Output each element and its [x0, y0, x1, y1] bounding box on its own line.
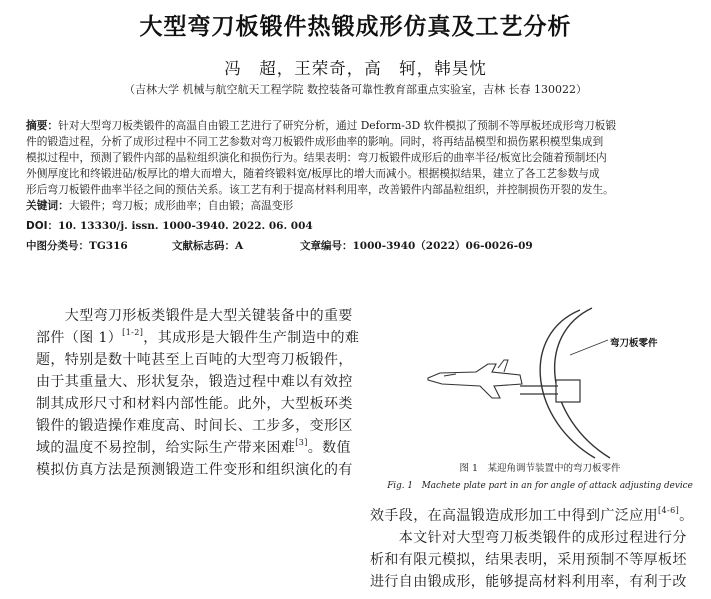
figure-caption-cn: 图 1 某迎角调节装置中的弯刀板零件 [459, 463, 621, 474]
doi-label: DOI： [26, 220, 59, 232]
body-left-line-6: 锻件的锻造操作难度高、时间长、工步多，变形区 [36, 418, 353, 434]
body-left-line-4: 由于其重量大、形状复杂，锻造过程中难以有效控 [36, 374, 353, 390]
body-right-line-4: 进行自由锻成形，能够提高材料利用率，有利于改 [370, 574, 687, 590]
doi[interactable]: 10. 13330/j. issn. 1000-3940. 2022. 06. 004 [58, 220, 313, 232]
abstract-line-3: 模拟过程中，预测了锻件内部的晶粒组织演化和损伤行为。结果表明：弯刀板锻件成形后的曲率半径/板宽比会随着预制坯内 [26, 151, 607, 164]
body-right-line-3: 析和有限元模拟，结果表明，采用预制不等厚板坯 [370, 552, 687, 568]
figure-caption-en: Fig. 1 Machete plate part in an for angle of attack adjusting device [387, 481, 693, 491]
article-no-label: 文章编号： [300, 240, 353, 252]
clc-label: 中图分类号： [26, 240, 89, 252]
body-left-line-7 [36, 438, 351, 458]
body-right-line-2: 本文针对大型弯刀板类锻件的成形过程进行分 [370, 530, 687, 546]
fixture-block [556, 380, 580, 402]
body-left-line-1: 大型弯刀形板类锻件是大型关键装备中的重要 [36, 308, 353, 324]
clc: TG316 [89, 240, 128, 252]
body-text: 部件（图 1） [36, 330, 123, 346]
body-text: ，其成形是大锻件生产制造中的难 [143, 330, 360, 346]
article-no: 1000-3940（2022）06-0026-09 [352, 240, 533, 252]
body-left-line-2 [36, 328, 359, 348]
abstract-label: 摘要： [26, 119, 59, 132]
doi-line [26, 218, 313, 233]
doc-code-label: 文献标志码： [172, 240, 235, 252]
citation-1-2[interactable]: [1-2] [122, 328, 144, 337]
article-no-line [300, 238, 533, 253]
abstract-line-2: 件的锻造过程，分析了成形过程中不同工艺参数对弯刀板锻件成形曲率的影响。同时，将再结晶模型和损伤累积模型集成到 [26, 135, 604, 148]
body-text: 。数值 [307, 440, 351, 456]
clc-line [26, 238, 128, 253]
body-text: 。 [679, 508, 694, 524]
author-list: 冯 超，王荣奇，高 轲，韩昊忱 [224, 59, 487, 78]
body-left-line-8: 模拟仿真方法是预测锻造工件变形和组织演化的有 [36, 462, 353, 478]
body-left-line-5: 制其成形尺寸和材料内部性能。此外，大型板环类 [36, 396, 353, 412]
keywords: 大锻件；弯刀板；成形曲率；自由锻；高温变形 [68, 199, 294, 212]
abstract-line-1 [26, 118, 688, 134]
keywords-line [26, 198, 688, 214]
abstract-line-4: 外侧厚度比和终锻进砧/板厚比的增大而增大，随着终锻料宽/板厚比的增大而减小。根据模拟结果，建立了各工艺参数与成 [26, 167, 600, 180]
figure-machete-plate [380, 300, 700, 460]
body-text: 域的温度不易控制，给实际生产带来困难 [36, 440, 296, 456]
figure-label: 弯刀板零件 [610, 338, 658, 349]
citation-4-6[interactable]: [4-6] [658, 506, 680, 515]
body-left-line-3: 题，特别是数十吨甚至上百吨的大型弯刀板锻件， [36, 352, 353, 368]
doc-code: A [235, 240, 244, 252]
aircraft-model [428, 360, 522, 398]
leader-line [570, 340, 608, 355]
body-text: 效手段，在高温锻造成形加工中得到广泛应用 [370, 508, 658, 524]
keywords-label: 关键词： [26, 199, 69, 212]
abstract-line-5: 形后弯刀板锻件曲率半径之间的预估关系。该工艺有利于提高材料利用率，改善锻件内部晶粒组织，并控制损伤开裂的发生。 [26, 183, 614, 196]
citation-3[interactable]: [3] [295, 438, 308, 447]
body-right-line-1 [370, 506, 694, 526]
abstract-text: 针对大型弯刀板类锻件的高温自由锻工艺进行了研究分析，通过 Deform-3D 软件模拟了预制不等厚板坯成形弯刀板锻 [58, 119, 617, 132]
affiliation: （吉林大学 机械与航空航天工程学院 数控装备可靠性教育部重点实验室，吉林 长春 130022） [124, 83, 587, 96]
doc-code-line [172, 238, 243, 253]
paper-title: 大型弯刀板锻件热锻成形仿真及工艺分析 [139, 14, 572, 40]
